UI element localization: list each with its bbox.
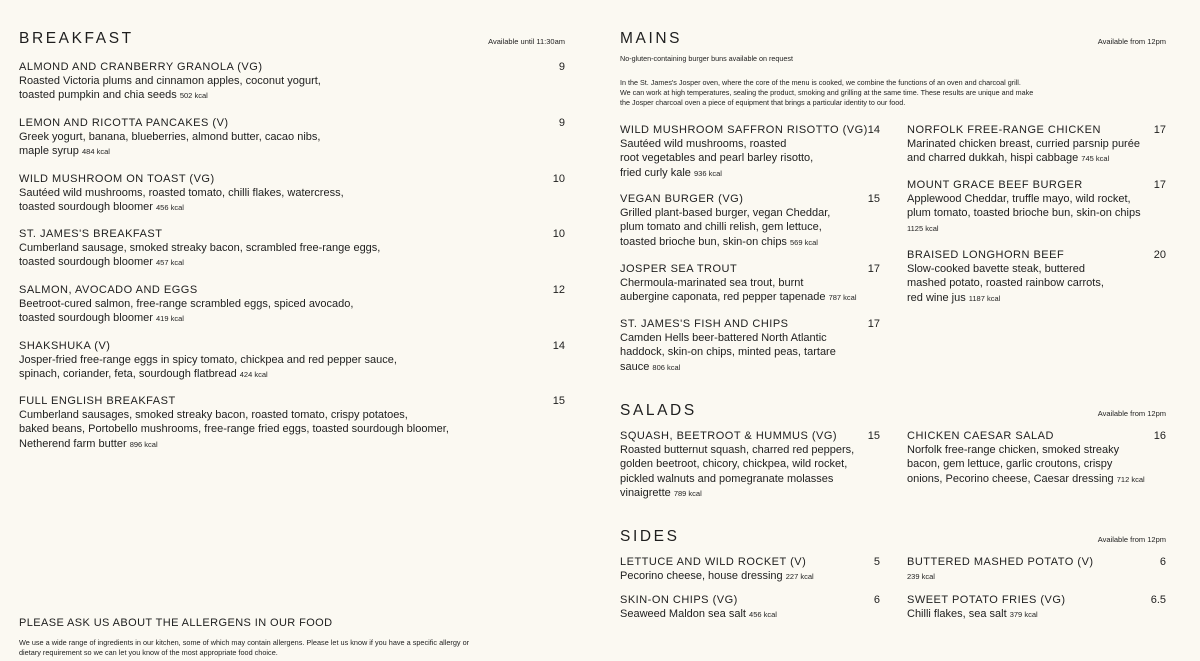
item-name: BUTTERED MASHED POTATO (V)	[907, 556, 1094, 568]
menu-item	[620, 123, 880, 181]
item-kcal: 936 kcal	[693, 168, 722, 178]
item-kcal: 1187 kcal	[968, 293, 1001, 303]
menu-item	[907, 429, 1166, 487]
item-desc-text: Sautéed wild mushrooms, roasted tomato, chilli flakes, watercress, toasted sourdough bloomer	[19, 187, 344, 214]
item-price: 16	[1153, 430, 1166, 442]
item-name: LETTUCE AND WILD ROCKET (V)	[620, 556, 807, 568]
menu-item	[19, 60, 565, 104]
item-desc-text: Roasted butternut squash, charred red peppers, golden beetroot, chicory, chickpea, wild rocket, pickled walnuts and pomegranate molasses vinaigrette	[620, 444, 855, 500]
salads-availability: Available from 12pm	[1097, 409, 1166, 418]
item-description	[620, 276, 880, 306]
item-kcal: 456 kcal	[749, 610, 777, 619]
item-price: 6.5	[1150, 594, 1166, 606]
breakfast-availability: Available until 11:30am	[488, 37, 565, 46]
burger-buns-note: No-gluten-containing burger buns available on request	[620, 54, 794, 63]
item-desc-text: Camden Hells beer-battered North Atlantic haddock, skin-on chips, minted peas, tartare sauce	[620, 332, 836, 373]
item-description	[907, 443, 1166, 487]
menu-item	[620, 262, 880, 306]
item-description	[19, 408, 565, 452]
item-name: ST. JAMES'S FISH AND CHIPS	[620, 318, 789, 330]
item-kcal: 896 kcal	[129, 439, 158, 449]
item-description	[19, 297, 565, 327]
item-description	[620, 607, 880, 622]
item-description	[620, 569, 880, 584]
item-desc-text: Greek yogurt, banana, blueberries, almond butter, cacao nibs, maple syrup	[19, 131, 321, 158]
item-name: JOSPER SEA TROUT	[620, 263, 738, 275]
item-name: NORFOLK FREE-RANGE CHICKEN	[907, 124, 1101, 136]
item-description	[907, 192, 1166, 236]
item-name: SKIN-ON CHIPS (VG)	[620, 594, 738, 606]
item-name: LEMON AND RICOTTA PANCAKES (V)	[19, 117, 229, 129]
menu-item	[19, 283, 565, 327]
allergens-text: We use a wide range of ingredients in our kitchen, some of which may contain allergens. Please let us know if you have a specific allergy or dietary requirement so we can let you know of the most appropriate food choice.	[19, 638, 470, 657]
item-kcal: 806 kcal	[652, 362, 681, 372]
item-price: 17	[1153, 179, 1166, 191]
item-price: 9	[558, 61, 565, 73]
item-kcal: 712 kcal	[1116, 474, 1145, 484]
item-desc-text: Chermoula-marinated sea trout, burnt aubergine caponata, red pepper tapenade	[620, 277, 826, 304]
item-description	[620, 443, 880, 502]
item-description	[907, 607, 1166, 622]
item-price: 15	[867, 193, 880, 205]
item-desc-text: Cumberland sausages, smoked streaky bacon, roasted tomato, crispy potatoes, baked beans, Portobello mushrooms, free-range fried eggs, toasted sourdough bloomer, Netherend farm butter	[19, 409, 449, 450]
item-price: 17	[1153, 124, 1166, 136]
item-kcal: 239 kcal	[907, 572, 935, 581]
item-name: MOUNT GRACE BEEF BURGER	[907, 179, 1083, 191]
item-kcal: 787 kcal	[828, 293, 857, 303]
item-name: FULL ENGLISH BREAKFAST	[19, 395, 176, 407]
item-price: 17	[867, 263, 880, 275]
item-kcal: 569 kcal	[790, 237, 818, 247]
item-price: 10	[552, 173, 565, 185]
item-description	[907, 137, 1166, 167]
item-name: CHICKEN CAESAR SALAD	[907, 430, 1054, 442]
item-price: 10	[552, 228, 565, 240]
menu-item	[19, 172, 565, 216]
item-kcal: 379 kcal	[1009, 610, 1038, 619]
item-price: 17	[867, 318, 880, 330]
item-desc-text: Cumberland sausage, smoked streaky bacon, scrambled free-range eggs, toasted sourdough bloomer	[19, 242, 381, 269]
item-price: 15	[867, 430, 880, 442]
item-price: 12	[552, 284, 565, 296]
item-price: 9	[558, 117, 565, 129]
menu-item	[620, 593, 880, 622]
item-kcal: 1125 kcal	[907, 223, 939, 233]
mains-title: MAINS	[620, 30, 683, 47]
item-kcal: 227 kcal	[785, 572, 814, 581]
item-desc-text: Josper-fried free-range eggs in spicy tomato, chickpea and red pepper sauce, spinach, coriander, feta, sourdough flatbread	[19, 354, 397, 381]
menu-item	[907, 593, 1166, 622]
item-desc-text: Norfolk free-range chicken, smoked streaky bacon, gem lettuce, garlic croutons, crispy onions, Pecorino cheese, Caesar dressing	[907, 444, 1120, 485]
menu-item	[19, 116, 565, 160]
item-name: WILD MUSHROOM SAFFRON RISOTTO (VG)	[620, 124, 868, 136]
menu-item	[620, 555, 880, 584]
item-name: WILD MUSHROOM ON TOAST (VG)	[19, 173, 215, 185]
item-desc-text: Sautéed wild mushrooms, roasted root vegetables and pearl barley risotto, fried curly kale	[620, 138, 814, 179]
item-description	[19, 130, 565, 160]
item-name: BRAISED LONGHORN BEEF	[907, 249, 1065, 261]
item-kcal: 424 kcal	[239, 370, 268, 380]
menu-item	[620, 192, 880, 250]
item-desc-text: Grilled plant-based burger, vegan Cheddar, plum tomato and chilli relish, gem lettuce, toasted brioche bun, skin-on chips	[620, 207, 831, 248]
item-name: ST. JAMES'S BREAKFAST	[19, 228, 163, 240]
menu-item	[19, 394, 565, 452]
breakfast-title: BREAKFAST	[19, 30, 134, 47]
item-description	[19, 74, 565, 104]
item-price: 6	[873, 594, 880, 606]
item-price: 14	[867, 124, 880, 136]
item-description	[19, 241, 565, 271]
item-desc-text: Applewood Cheddar, truffle mayo, wild rocket, plum tomato, toasted brioche bun, skin-on chips	[907, 193, 1141, 220]
item-name: SQUASH, BEETROOT & HUMMUS (VG)	[620, 430, 838, 442]
menu-item	[620, 317, 880, 375]
item-price: 20	[1153, 249, 1166, 261]
mains-availability: Available from 12pm	[1097, 37, 1166, 46]
allergens-title: PLEASE ASK US ABOUT THE ALLERGENS IN OUR FOOD	[19, 617, 333, 629]
item-desc-text: Seaweed Maldon sea salt	[620, 608, 746, 620]
item-description	[620, 206, 880, 250]
item-description	[907, 569, 1166, 584]
item-desc-text: Slow-cooked bavette steak, buttered mashed potato, roasted rainbow carrots, red wine jus	[907, 263, 1104, 304]
item-description	[620, 331, 880, 375]
item-desc-text: Roasted Victoria plums and cinnamon apples, coconut yogurt, toasted pumpkin and chia seeds	[19, 75, 321, 102]
sides-availability: Available from 12pm	[1097, 535, 1166, 544]
item-description	[19, 186, 565, 216]
item-desc-text: Beetroot-cured salmon, free-range scrambled eggs, spiced avocado, toasted sourdough bloomer	[19, 298, 354, 325]
item-description	[907, 262, 1166, 306]
sides-title: SIDES	[620, 528, 680, 545]
item-kcal: 457 kcal	[156, 258, 184, 268]
salads-title: SALADS	[620, 402, 697, 419]
item-desc-text: Marinated chicken breast, curried parsnip purée and charred dukkah, hispi cabbage	[907, 138, 1140, 165]
item-price: 15	[552, 395, 565, 407]
menu-item	[907, 178, 1166, 236]
item-kcal: 419 kcal	[156, 314, 184, 324]
item-desc-text: Pecorino cheese, house dressing	[620, 570, 783, 582]
item-name: VEGAN BURGER (VG)	[620, 193, 744, 205]
item-price: 5	[873, 556, 880, 568]
item-kcal: 745 kcal	[1081, 154, 1110, 164]
item-desc-text: Chilli flakes, sea salt	[907, 608, 1007, 620]
item-name: ALMOND AND CRANBERRY GRANOLA (VG)	[19, 61, 263, 73]
item-kcal: 789 kcal	[673, 489, 702, 499]
item-price: 6	[1159, 556, 1166, 568]
item-name: SHAKSHUKA (V)	[19, 340, 111, 352]
menu-item	[19, 227, 565, 271]
josper-note: In the St. James's Josper oven, where the core of the menu is cooked, we combine the functions of an oven and charcoal grill. We can work at high temperatures, sealing the product, smoking and grilling at the same time. These results are unique and make the Josper charcoal oven a piece of equipment that brings a particular identity to our food.	[620, 78, 1034, 107]
menu-item	[907, 248, 1166, 306]
item-description	[620, 137, 880, 181]
item-kcal: 484 kcal	[81, 147, 110, 157]
item-kcal: 456 kcal	[156, 203, 184, 213]
item-price: 14	[552, 340, 565, 352]
menu-item	[620, 429, 880, 502]
menu-item	[907, 123, 1166, 167]
menu-item	[907, 555, 1166, 584]
item-name: SWEET POTATO FRIES (VG)	[907, 594, 1066, 606]
item-name: SALMON, AVOCADO AND EGGS	[19, 284, 198, 296]
item-kcal: 502 kcal	[179, 91, 208, 101]
menu-item	[19, 339, 565, 383]
item-description	[19, 353, 565, 383]
